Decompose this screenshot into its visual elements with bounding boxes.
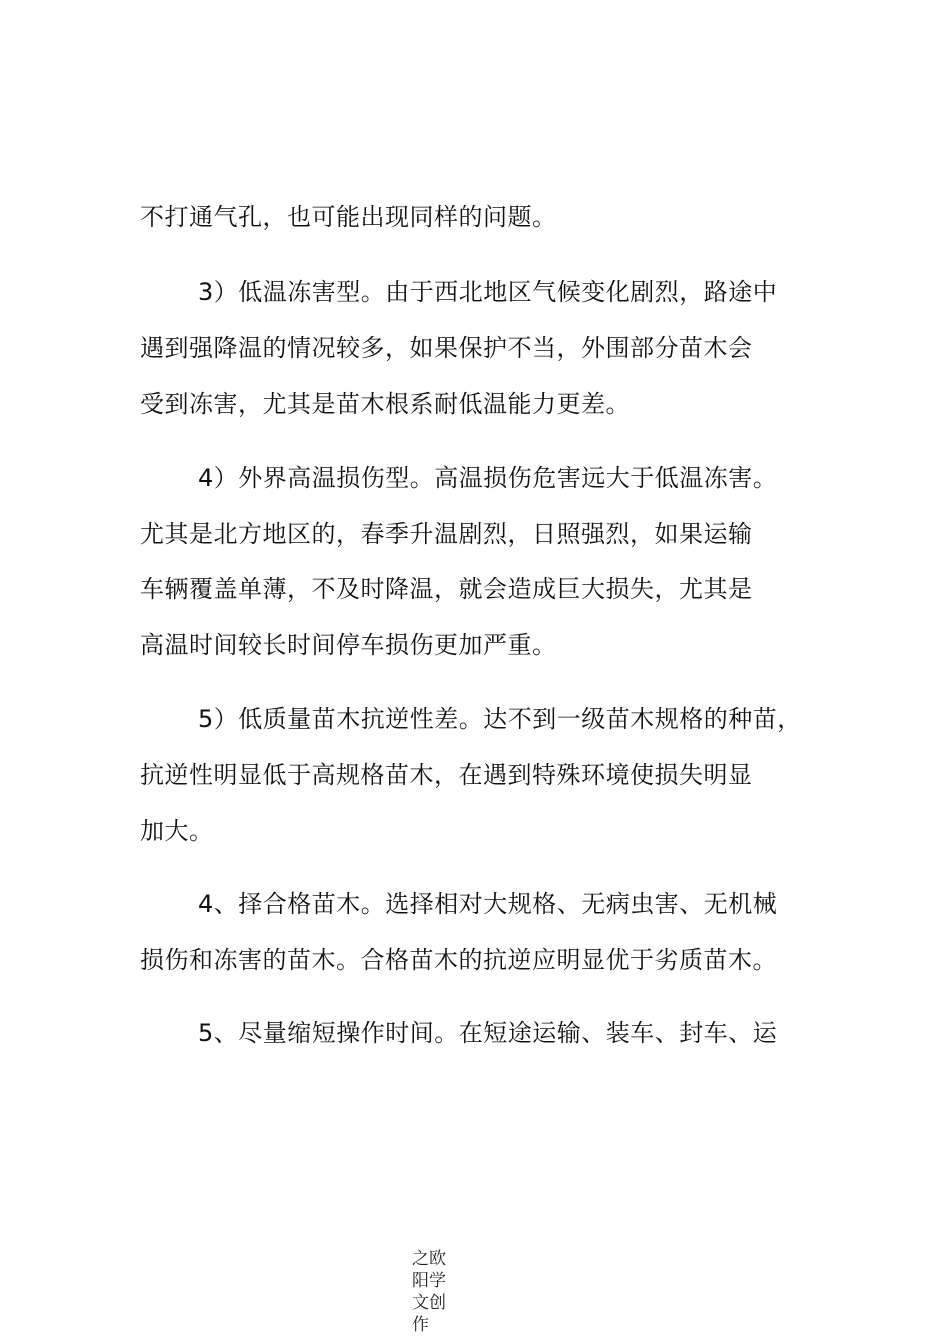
text-line: 损伤和冻害的苗木。合格苗木的抗逆应明显优于劣质苗木。: [140, 946, 777, 974]
text-line: 不打通气孔，也可能出现同样的问题。: [140, 203, 557, 231]
text-line: 车辆覆盖单薄，不及时降温，就会造成巨大损失，尤其是: [140, 575, 753, 603]
section-4-heading-line: 4、择合格苗木。选择相对大规格、无病虫害、无机械: [198, 890, 778, 918]
footer-author-note: 之欧阳学文创作: [412, 1249, 446, 1335]
paragraph-3-heading-line: 3）低温冻害型。由于西北地区气候变化剧烈，路途中: [198, 278, 778, 306]
paragraph-5-heading-line: 5）低质量苗木抗逆性差。达不到一级苗木规格的种苗，: [198, 705, 802, 733]
text-line: 加大。: [140, 817, 214, 845]
text-line: 抗逆性明显低于高规格苗木，在遇到特殊环境使损失明显: [140, 761, 753, 789]
text-line: 尤其是北方地区的，春季升温剧烈，日照强烈，如果运输: [140, 520, 753, 548]
paragraph-4-heading-line: 4）外界高温损伤型。高温损伤危害远大于低温冻害。: [198, 464, 778, 492]
text-line: 遇到强降温的情况较多，如果保护不当，外围部分苗木会: [140, 334, 753, 362]
text-line: 受到冻害，尤其是苗木根系耐低温能力更差。: [140, 390, 630, 418]
section-5-heading-line: 5、尽量缩短操作时间。在短途运输、装车、封车、运: [198, 1019, 778, 1047]
text-line: 高温时间较长时间停车损伤更加严重。: [140, 631, 557, 659]
